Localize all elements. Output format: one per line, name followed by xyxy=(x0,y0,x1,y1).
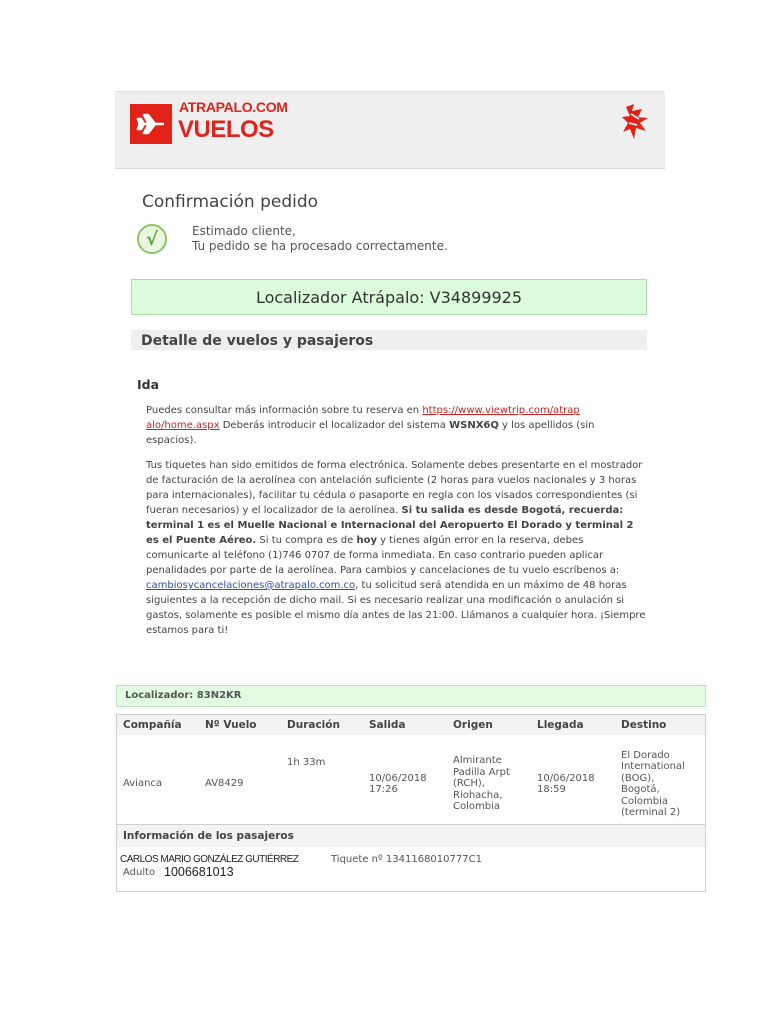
cell-duration: 1h 33m xyxy=(287,757,326,768)
brand-domain: ATRAPALO.COM xyxy=(179,99,288,115)
col-company: Compañía xyxy=(117,715,199,735)
col-arrival: Llegada xyxy=(531,715,615,735)
cell-flight-number: AV8429 xyxy=(205,778,244,790)
cell-company: Avianca xyxy=(123,778,163,790)
airline-locator: Localizador: 83N2KR xyxy=(116,685,706,707)
mascot-logo-icon xyxy=(620,101,652,143)
passenger-info xyxy=(116,824,706,892)
airplane-logo-icon xyxy=(130,104,172,144)
col-duration: Duración xyxy=(281,715,363,735)
flight-table xyxy=(116,714,706,834)
system-locator-code: WSNX6Q xyxy=(449,420,499,431)
col-departure: Salida xyxy=(363,715,447,735)
greeting-line-1: Estimado cliente, xyxy=(192,224,296,238)
passenger-name: CARLOS MARIO GONZÁLEZ GUTIÉRREZ xyxy=(120,854,299,865)
cell-departure: 10/06/2018 17:26 xyxy=(369,772,427,795)
greeting-line-2: Tu pedido se ha procesado correctamente. xyxy=(192,239,448,253)
confirmation-title: Confirmación pedido xyxy=(142,192,319,212)
section-title-details: Detalle de vuelos y pasajeros xyxy=(131,330,647,350)
cell-destination: El Dorado International (BOG), Bogotá, Colombia (terminal 2) xyxy=(621,749,685,818)
instructions-paragraph: Tus tiquetes han sido emitidos de forma electrónica. Solamente debes presentarte en el mostrador de facturación de la aerolínea con antelación suficiente (2 horas para vuelos nacionales y 3 horas para internacionales), facilitar tu cédula o pasaporte en regla con los visados correspondientes (si fueran necesarios) y el localizador de la aerolínea. Si tu salida es desde Bogotá, recuerda: terminal 1 es el Muelle Nacional e Internacional del Aeropuerto El Dorado y terminal 2 es el Puente Aéreo. Si tu compra es de hoy y tienes algún error en la reserva, debes comunicarte al teléfono (1)746 0707 de forma inmediata. En caso contrario pueden aplicar penalidades por parte de la aerolínea. Para cambios y cancelaciones de tu vuelo escríbenos a: cambiosycancelaciones@atrapalo.com.co, tu solicitud será atendida en un máximo de 48 horas siguientes a la recepción de dicho mail. Si es necesario realizar una modificación o anulación si gastos, solamente es posible el mismo día antes de las 21:00. Llámanos a cualquier hora. ¡Siempre estamos para ti! xyxy=(146,460,646,636)
outbound-label: Ida xyxy=(137,377,160,392)
viewtrip-paragraph: Puedes consultar más información sobre tu reserva en https://www.viewtrip.com/atrap alo/home.aspx Deberás introducir el localizador del sistema WSNX6Q y los apellidos (sin espacios). xyxy=(146,405,595,446)
viewtrip-link[interactable]: https://www.viewtrip.com/atrap alo/home.aspx xyxy=(146,405,580,431)
ticket-number: Tiquete nº 1341168010777C1 xyxy=(331,854,482,865)
email-header xyxy=(115,91,665,169)
changes-email-link[interactable]: cambiosycancelaciones@atrapalo.com.co xyxy=(146,580,356,591)
col-origin: Origen xyxy=(447,715,531,735)
cell-origin: Almirante Padilla Arpt (RCH), Riohacha, Colombia xyxy=(453,755,510,813)
checkmark-icon: √ xyxy=(137,224,167,254)
flight-table-header xyxy=(117,715,705,735)
table-row xyxy=(117,735,705,833)
col-flight-number: Nº Vuelo xyxy=(199,715,281,735)
brand-product: VUELOS xyxy=(178,116,274,143)
passenger-type: Adulto xyxy=(123,867,156,878)
col-destination: Destino xyxy=(615,715,705,735)
greeting-text xyxy=(192,224,448,254)
passenger-id: 1006681013 xyxy=(164,865,234,879)
passenger-info-title: Información de los pasajeros xyxy=(117,825,705,847)
cell-arrival: 10/06/2018 18:59 xyxy=(537,772,595,795)
booking-locator: Localizador Atrápalo: V34899925 xyxy=(131,279,647,315)
